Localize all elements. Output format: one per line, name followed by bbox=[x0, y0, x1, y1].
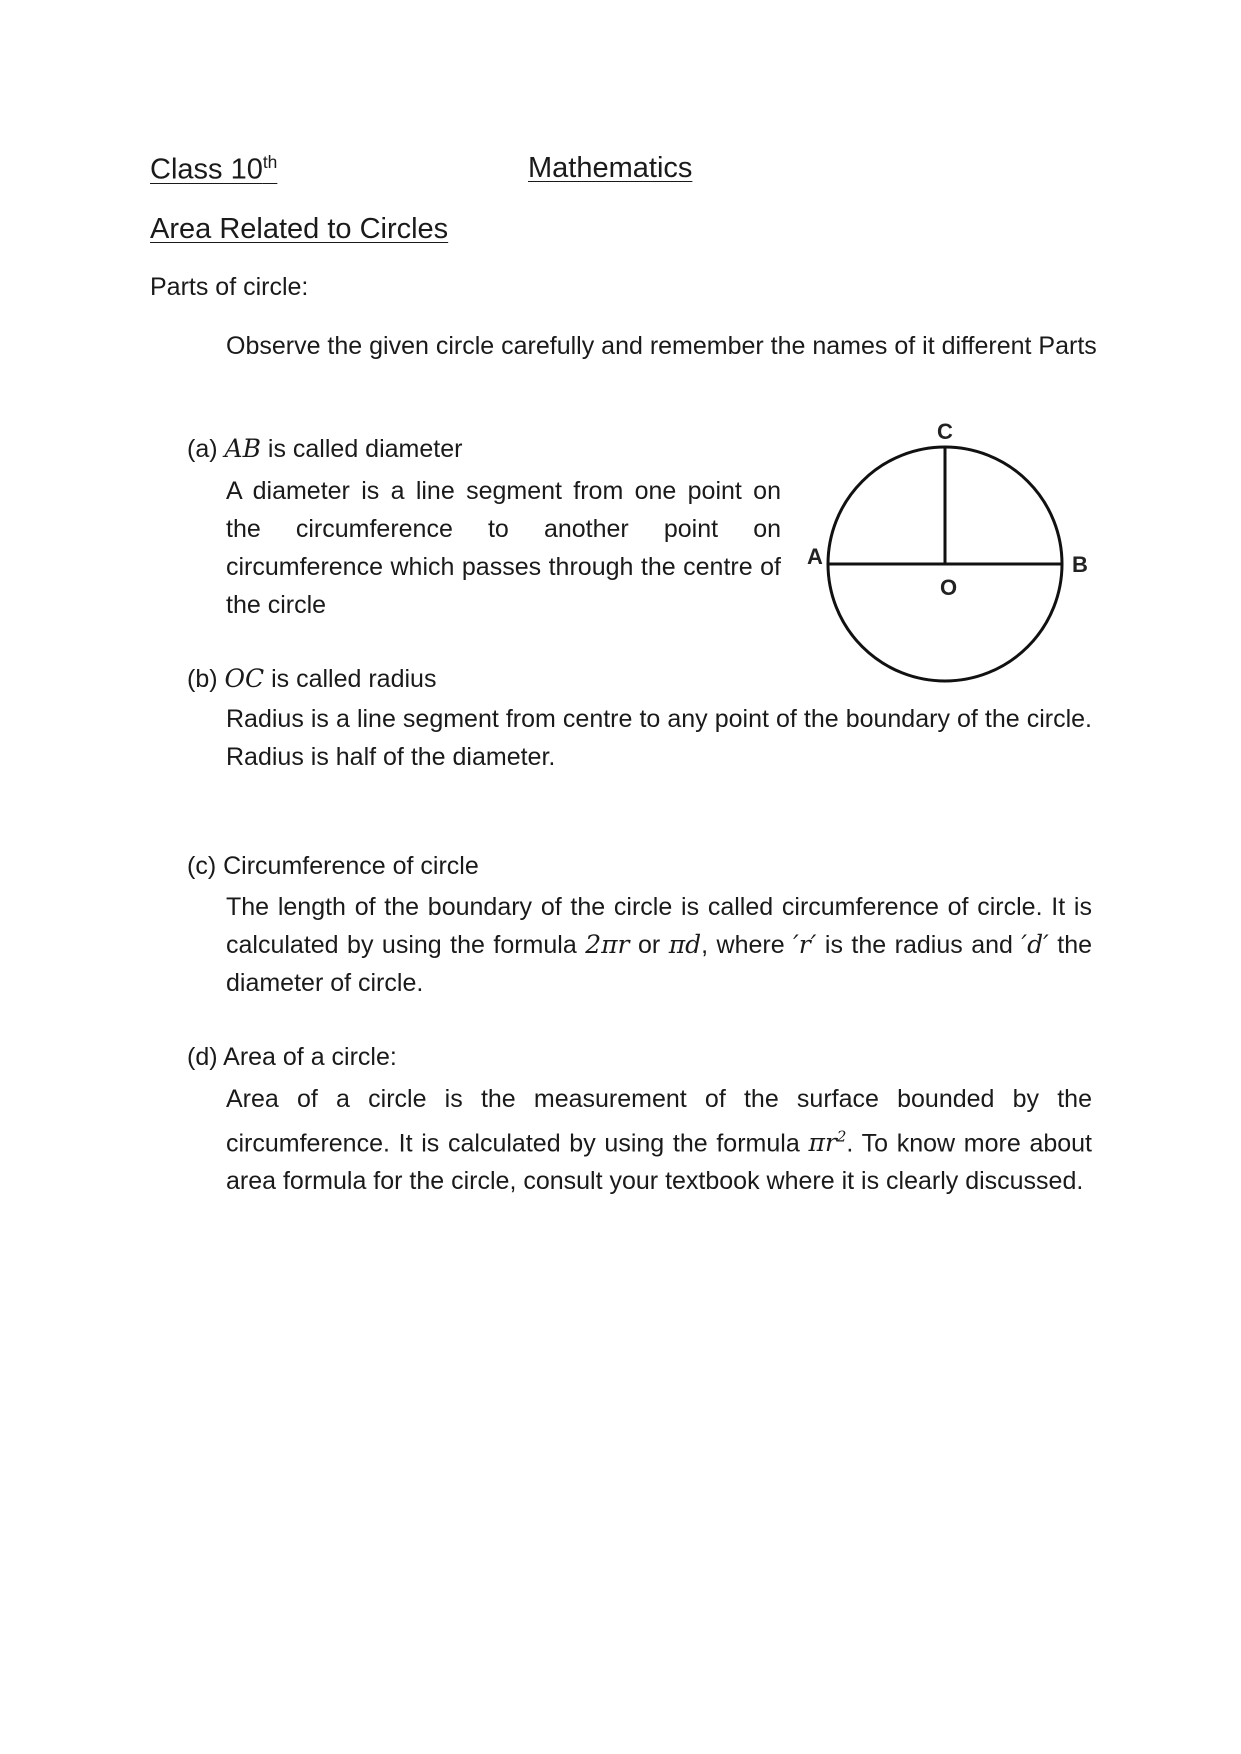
item-c-heading: Circumference of circle bbox=[223, 852, 479, 880]
item-a-title bbox=[187, 434, 462, 464]
item-d-marker: (d) bbox=[187, 1043, 218, 1071]
formula-area bbox=[808, 1128, 846, 1157]
section-title: Parts of circle: bbox=[150, 273, 309, 301]
formula-area-exponent: 2 bbox=[836, 1128, 847, 1146]
item-b-term: OC bbox=[224, 664, 265, 693]
item-b-title bbox=[187, 664, 436, 694]
item-a-body: A diameter is a line segment from one point on the circumference to another point on circumference which passes through the centre of the circle bbox=[226, 477, 781, 619]
label-o: O bbox=[940, 575, 958, 600]
variable-d: ′d′ bbox=[1021, 930, 1049, 959]
item-d-heading: Area of a circle: bbox=[223, 1043, 397, 1071]
item-c-text-3: , where bbox=[701, 931, 794, 959]
item-c-text-2: or bbox=[629, 931, 669, 959]
item-c-body bbox=[226, 888, 1092, 1002]
class-label: Class 10 bbox=[150, 153, 263, 186]
item-a-marker: (a) bbox=[187, 435, 218, 463]
circle-diagram bbox=[790, 410, 1110, 700]
item-c-marker: (c) bbox=[187, 852, 217, 880]
item-b-marker: (b) bbox=[187, 665, 218, 693]
class-superscript: th bbox=[262, 152, 278, 172]
label-b: B bbox=[1072, 552, 1088, 577]
item-c-text-4: is the radius and bbox=[816, 931, 1022, 959]
item-d-body bbox=[226, 1080, 1092, 1200]
subject-heading: Mathematics bbox=[528, 152, 693, 184]
item-a-title-rest: is called diameter bbox=[260, 435, 463, 463]
formula-area-base: πr bbox=[808, 1128, 837, 1158]
class-heading bbox=[150, 152, 277, 187]
item-c-text-1: The length of the boundary of the circle is called circumference of circle. It is calculated by using the formula bbox=[226, 893, 1092, 959]
label-a: A bbox=[807, 544, 823, 569]
item-a-term: AB bbox=[224, 434, 261, 463]
item-d-title bbox=[187, 1043, 397, 1072]
formula-circumference-radius: 2πr bbox=[585, 930, 630, 959]
item-b-title-rest: is called radius bbox=[264, 665, 437, 693]
variable-r: ′r′ bbox=[793, 930, 817, 959]
item-b-body: Radius is a line segment from centre to any point of the boundary of the circle. Radius is half of the diameter. bbox=[226, 705, 1092, 771]
item-d-text-2: . To know more about area formula for the circle, consult your textbook where it is clearly discussed. bbox=[226, 1129, 1092, 1196]
item-c-text-5: the diameter of circle. bbox=[226, 931, 1093, 997]
label-c: C bbox=[937, 419, 953, 444]
chapter-title: Area Related to Circles bbox=[150, 213, 449, 245]
intro-paragraph: Observe the given circle carefully and remember the names of it different Parts bbox=[226, 332, 1097, 360]
item-c-title bbox=[187, 852, 479, 881]
formula-circumference-diameter: πd bbox=[668, 930, 702, 959]
item-d-text-1: Area of a circle is the measurement of the surface bounded by the circumference. It is calculated by using the formula bbox=[226, 1085, 1092, 1158]
